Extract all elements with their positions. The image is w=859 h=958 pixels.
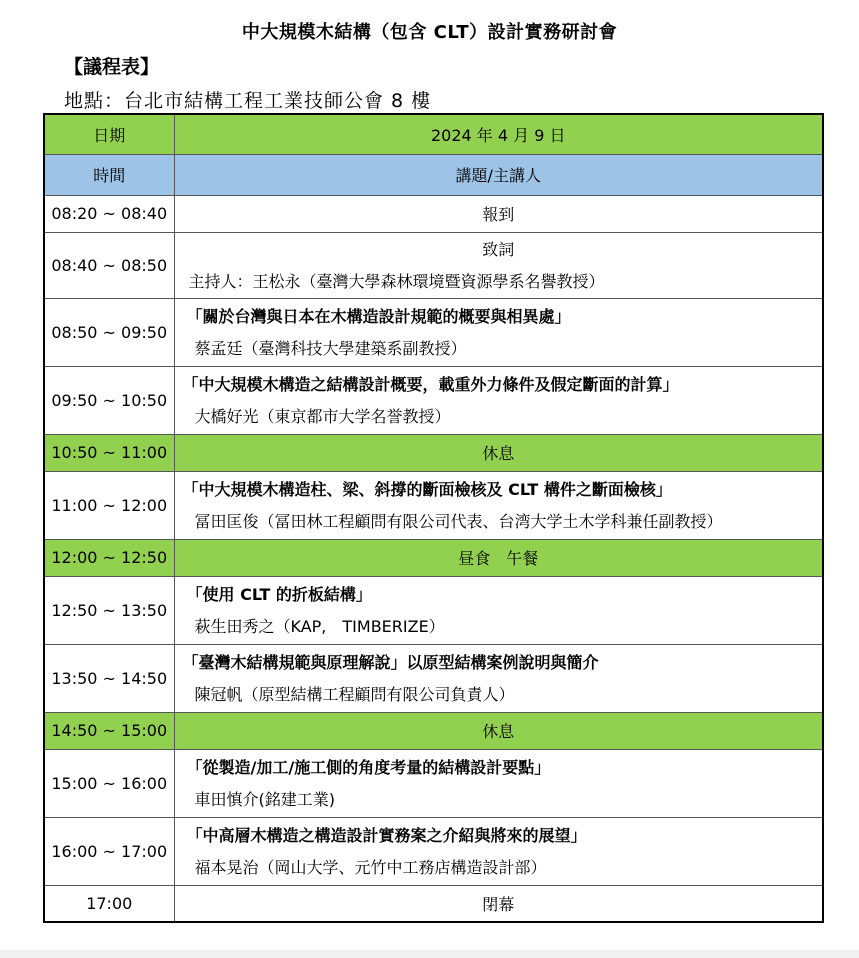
row-title: 「中高層木構造之構造設計實務案之介紹與將來的展望」 xyxy=(186,826,587,845)
row-label: 休息 xyxy=(174,712,823,749)
row-content xyxy=(174,576,823,644)
table-row-break xyxy=(44,539,823,576)
row-title: 致詞 xyxy=(482,240,515,259)
table-row xyxy=(44,195,823,232)
row-content xyxy=(174,471,823,539)
table-row-break xyxy=(44,712,823,749)
agenda-table xyxy=(43,113,824,923)
row-label: 報到 xyxy=(174,195,823,232)
row-time: 08:40 ~ 08:50 xyxy=(44,232,174,298)
row-title: 「從製造/加工/施工側的角度考量的結構設計要點」 xyxy=(186,758,551,777)
row-content xyxy=(174,298,823,366)
row-speaker: 陳冠帆（原型結構工程顧問有限公司負責人） xyxy=(194,685,515,704)
row-time: 14:50 ~ 15:00 xyxy=(44,712,174,749)
row-time: 09:50 ~ 10:50 xyxy=(44,366,174,434)
agenda-label: 【議程表】 xyxy=(64,56,160,78)
row-content xyxy=(174,366,823,434)
row-time: 10:50 ~ 11:00 xyxy=(44,434,174,471)
row-content xyxy=(174,232,823,298)
row-speaker: 大橋好光（東京都市大学名誉教授） xyxy=(194,407,451,426)
row-speaker: 主持人：王松永（臺灣大學森林環境暨資源學系名譽教授） xyxy=(188,272,605,291)
row-time: 12:00 ~ 12:50 xyxy=(44,539,174,576)
row-time: 11:00 ~ 12:00 xyxy=(44,471,174,539)
table-row xyxy=(44,298,823,366)
venue: 地點：台北市結構工程工業技師公會 8 樓 xyxy=(64,90,432,112)
row-time: 08:50 ~ 09:50 xyxy=(44,298,174,366)
bottom-scroll-strip xyxy=(0,950,859,958)
row-content xyxy=(174,749,823,817)
row-time: 17:00 xyxy=(44,885,174,922)
table-row xyxy=(44,749,823,817)
row-time: 13:50 ~ 14:50 xyxy=(44,644,174,712)
row-time: 12:50 ~ 13:50 xyxy=(44,576,174,644)
table-row-break xyxy=(44,434,823,471)
row-speaker: 車田慎介(銘建工業) xyxy=(194,790,335,809)
date-value: 2024 年 4 月 9 日 xyxy=(174,114,823,154)
row-time: 15:00 ~ 16:00 xyxy=(44,749,174,817)
row-label: 休息 xyxy=(174,434,823,471)
table-row xyxy=(44,576,823,644)
row-title: 「中大規模木構造之結構設計概要，載重外力條件及假定斷面的計算」 xyxy=(182,375,679,394)
page-title: 中大規模木結構（包含 CLT）設計實務研討會 xyxy=(241,22,618,43)
table-row xyxy=(44,885,823,922)
row-title: 「使用 CLT 的折板結構」 xyxy=(186,585,372,604)
row-title: 「臺灣木結構規範與原理解說」以原型結構案例說明與簡介 xyxy=(182,653,599,672)
table-row xyxy=(44,366,823,434)
row-content xyxy=(174,644,823,712)
row-title: 「中大規模木構造柱、梁、斜撐的斷面檢核及 CLT 構件之斷面檢核」 xyxy=(182,480,672,499)
date-header-row xyxy=(44,114,823,154)
row-speaker: 冨田匡俊（冨田林工程顧問有限公司代表、台湾大学土木学科兼任副教授） xyxy=(194,512,723,531)
time-header: 時間 xyxy=(44,154,174,195)
table-row xyxy=(44,644,823,712)
row-content xyxy=(174,817,823,885)
row-label: 昼食 午餐 xyxy=(174,539,823,576)
row-title: 「關於台灣與日本在木構造設計規範的概要與相異處」 xyxy=(186,307,571,326)
topic-header: 講題/主講人 xyxy=(174,154,823,195)
row-speaker: 蔡孟廷（臺灣科技大學建築系副教授） xyxy=(194,339,467,358)
date-header: 日期 xyxy=(44,114,174,154)
row-label: 閉幕 xyxy=(174,885,823,922)
topic-header-row xyxy=(44,154,823,195)
row-time: 16:00 ~ 17:00 xyxy=(44,817,174,885)
table-row xyxy=(44,817,823,885)
table-row xyxy=(44,471,823,539)
row-time: 08:20 ~ 08:40 xyxy=(44,195,174,232)
row-speaker: 萩生田秀之（KAP, TIMBERIZE） xyxy=(194,617,445,636)
table-row xyxy=(44,232,823,298)
row-speaker: 福本晃治（岡山大学、元竹中工務店構造設計部） xyxy=(194,858,547,877)
